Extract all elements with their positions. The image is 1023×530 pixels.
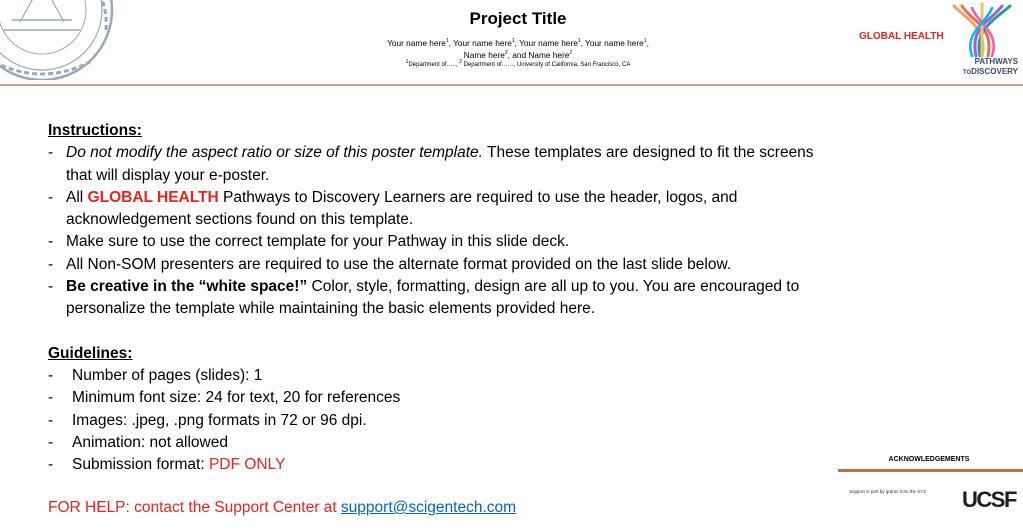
author-name: , Your name here — [580, 38, 644, 48]
instruction-emphasis: Do not modify the aspect ratio or size of this poster template. — [66, 144, 483, 162]
instruction-item — [48, 142, 838, 187]
author-separator: , — [646, 38, 649, 48]
program-label: GLOBAL HEALTH — [859, 31, 944, 42]
submission-format-highlight: PDF ONLY — [208, 456, 286, 474]
acknowledgements-divider — [838, 469, 1023, 472]
poster-header — [0, 0, 1023, 86]
affiliation-marker: 1 — [643, 38, 647, 45]
acknowledgements-heading: ACKNOWLEDGEMENTS — [888, 456, 970, 463]
department-text: Department of….., — [408, 62, 460, 68]
author-name: , and Name here — [507, 50, 570, 60]
guideline-text: Submission format: — [72, 456, 209, 474]
guideline-item — [48, 365, 838, 387]
help-line — [48, 497, 516, 519]
support-text: Support in part by grants from the XYZ — [849, 489, 927, 494]
instruction-emphasis: Be creative in the “white space!” — [66, 278, 308, 296]
logo-word-discovery: DISCOVERY — [971, 67, 1018, 76]
affiliation-marker: 2 — [504, 50, 508, 57]
instructions-heading: Instructions: — [48, 122, 142, 139]
logo-word-pathways: PATHWAYS — [974, 57, 1018, 66]
list-dash: - — [48, 278, 54, 296]
guidelines-heading: Guidelines: — [48, 344, 133, 362]
support-email-link[interactable]: support@scigentech.com — [340, 499, 517, 516]
pathways-logo-text — [944, 57, 1018, 78]
author-name: , Your name here — [514, 38, 578, 48]
list-dash: - — [48, 456, 54, 474]
instruction-item — [48, 254, 838, 276]
affiliation-marker: 1 — [511, 38, 515, 45]
list-dash: - — [48, 255, 54, 273]
guideline-text: Minimum font size: 24 for text, 20 for references — [72, 389, 401, 407]
author-list — [300, 37, 736, 61]
affiliation-marker: 1 — [445, 38, 449, 45]
affiliation-marker: 1 — [405, 59, 409, 65]
instruction-item — [48, 187, 838, 232]
university-seal-icon — [0, 0, 119, 80]
instruction-text: Make sure to use the correct template for your Pathway in this slide deck. — [66, 233, 570, 251]
affiliation-marker: 1 — [577, 38, 581, 45]
header-divider — [0, 84, 1023, 86]
list-dash: - — [48, 233, 54, 251]
list-dash: - — [48, 188, 54, 206]
author-name: , Your name here — [448, 38, 512, 48]
logo-word-to: TO — [962, 70, 972, 76]
guideline-text: Images: .jpeg, .png formats in 72 or 96 dpi. — [72, 411, 367, 429]
program-highlight: GLOBAL HEALTH — [87, 188, 219, 206]
instruction-item — [48, 231, 838, 253]
department-text: Department of……, University of California, San Francisco, CA — [461, 62, 631, 68]
ucsf-logo: UCSF — [962, 487, 1016, 512]
guideline-text: Number of pages (slides): 1 — [72, 366, 263, 384]
instruction-text: These templates are designed to fit the screens that will display your e-poster. — [66, 144, 814, 184]
instruction-text: Pathways to Discovery Learners are required to use the header, logos, and acknowledgement sections found on this template. — [66, 188, 738, 229]
list-dash: - — [48, 411, 54, 429]
instruction-text: Color, style, formatting, design are all up to you. You are encouraged to personalize the template while maintaining the basic elements provided here. — [66, 278, 800, 318]
guideline-item — [48, 387, 838, 409]
author-name: Name here — [463, 50, 505, 60]
list-dash: - — [48, 433, 54, 451]
guideline-text: Animation: not allowed — [72, 433, 228, 451]
affiliation-marker: 2 — [459, 59, 462, 65]
help-text: FOR HELP: contact the Support Center at — [48, 499, 341, 516]
affiliation-marker: 2 — [569, 50, 573, 57]
instruction-item — [48, 276, 838, 321]
list-dash: - — [48, 144, 54, 162]
author-name: Your name here — [387, 38, 446, 48]
title-block — [300, 8, 736, 70]
guideline-item — [48, 432, 838, 454]
poster-body — [48, 120, 838, 476]
poster-title: Project Title — [469, 9, 567, 28]
instruction-text: All — [66, 188, 88, 206]
list-dash: - — [48, 389, 54, 407]
pathways-logo-icon — [948, 2, 1016, 58]
guideline-item — [48, 410, 838, 432]
section-spacer — [48, 321, 838, 343]
instruction-text: All Non-SOM presenters are required to use the alternate format provided on the last slide below. — [66, 255, 732, 273]
list-dash: - — [48, 366, 54, 384]
guideline-item — [48, 454, 838, 476]
department-list — [300, 61, 736, 70]
